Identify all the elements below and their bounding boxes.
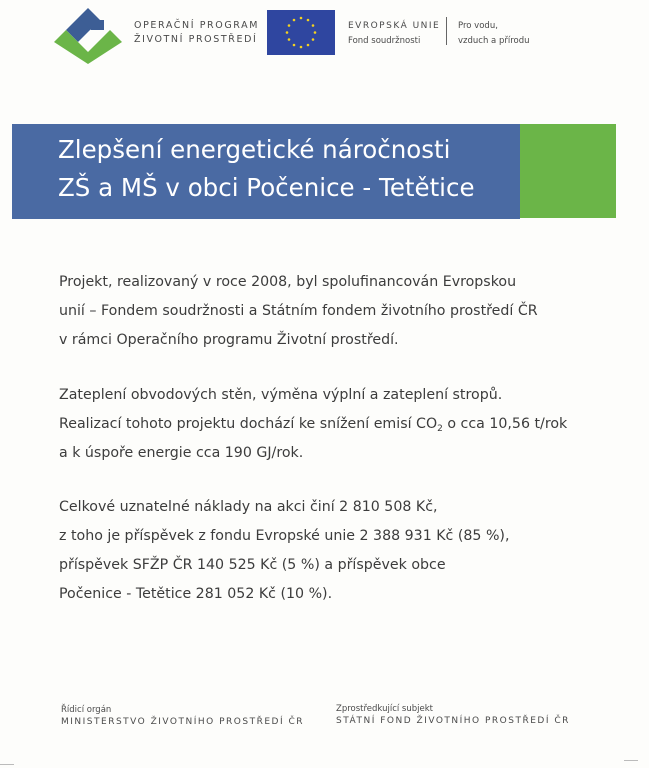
eu-text — [348, 19, 440, 49]
eu-fund-name: Fond soudržnosti — [348, 36, 421, 46]
opzp-program-name — [134, 19, 259, 47]
eu-motto — [458, 19, 530, 49]
eu-name: EVROPSKÁ UNIE — [348, 21, 441, 31]
intermediate-body-name: STÁTNÍ FOND ŽIVOTNÍHO PROSTŘEDÍ ČR — [336, 716, 570, 726]
text-line: unií – Fondem soudržnosti a Státním fondem životního prostředí ČR — [59, 303, 538, 319]
page-title — [58, 131, 475, 207]
text-line: Celkové uznatelné náklady na akci činí 2 810 508 Kč, — [59, 499, 438, 515]
opzp-logo-icon — [54, 8, 122, 64]
text-line: Zateplení obvodových stěn, výměna výplní a zateplení stropů. — [59, 387, 503, 403]
managing-authority-name: MINISTERSTVO ŽIVOTNÍHO PROSTŘEDÍ ČR — [61, 717, 305, 727]
opzp-line-2: ŽIVOTNÍ PROSTŘEDÍ — [134, 34, 258, 45]
text-fragment: Realizací tohoto projektu dochází ke snížení emisí CO — [59, 416, 438, 432]
project-results-paragraph — [59, 381, 567, 468]
managing-authority-label: Řídicí orgán — [61, 705, 112, 715]
motto-line-2: vzduch a přírodu — [458, 36, 530, 46]
text-line: Projekt, realizovaný v roce 2008, byl spolufinancován Evropskou — [59, 274, 517, 290]
edge-mark — [624, 760, 638, 761]
eu-flag-icon — [267, 10, 335, 55]
text-line: a k úspoře energie cca 190 GJ/rok. — [59, 445, 304, 461]
text-fragment: o cca 10,56 t/rok — [442, 416, 568, 432]
title-line-2: ZŠ a MŠ v obci Počenice - Tetětice — [58, 173, 475, 202]
emissions-line — [59, 410, 567, 439]
text-line: z toho je příspěvek z fondu Evropské unie 2 388 931 Kč (85 %), — [59, 528, 510, 544]
title-line-1: Zlepšení energetické náročnosti — [58, 135, 451, 164]
text-line: příspěvek SFŽP ČR 140 525 Kč (5 %) a příspěvek obce — [59, 557, 446, 573]
project-costs-paragraph — [59, 493, 509, 609]
edge-mark — [0, 764, 14, 765]
project-description-paragraph — [59, 268, 538, 355]
motto-line-1: Pro vodu, — [458, 21, 498, 31]
opzp-line-1: OPERAČNÍ PROGRAM — [134, 20, 259, 31]
text-line: Počenice - Tetětice 281 052 Kč (10 %). — [59, 586, 333, 602]
banner-accent-block — [520, 124, 616, 218]
text-line: v rámci Operačního programu Životní prostředí. — [59, 332, 399, 348]
intermediate-body-label: Zprostředkující subjekt — [336, 704, 433, 714]
subscript-2: 2 — [437, 424, 443, 434]
header-divider — [446, 17, 447, 45]
